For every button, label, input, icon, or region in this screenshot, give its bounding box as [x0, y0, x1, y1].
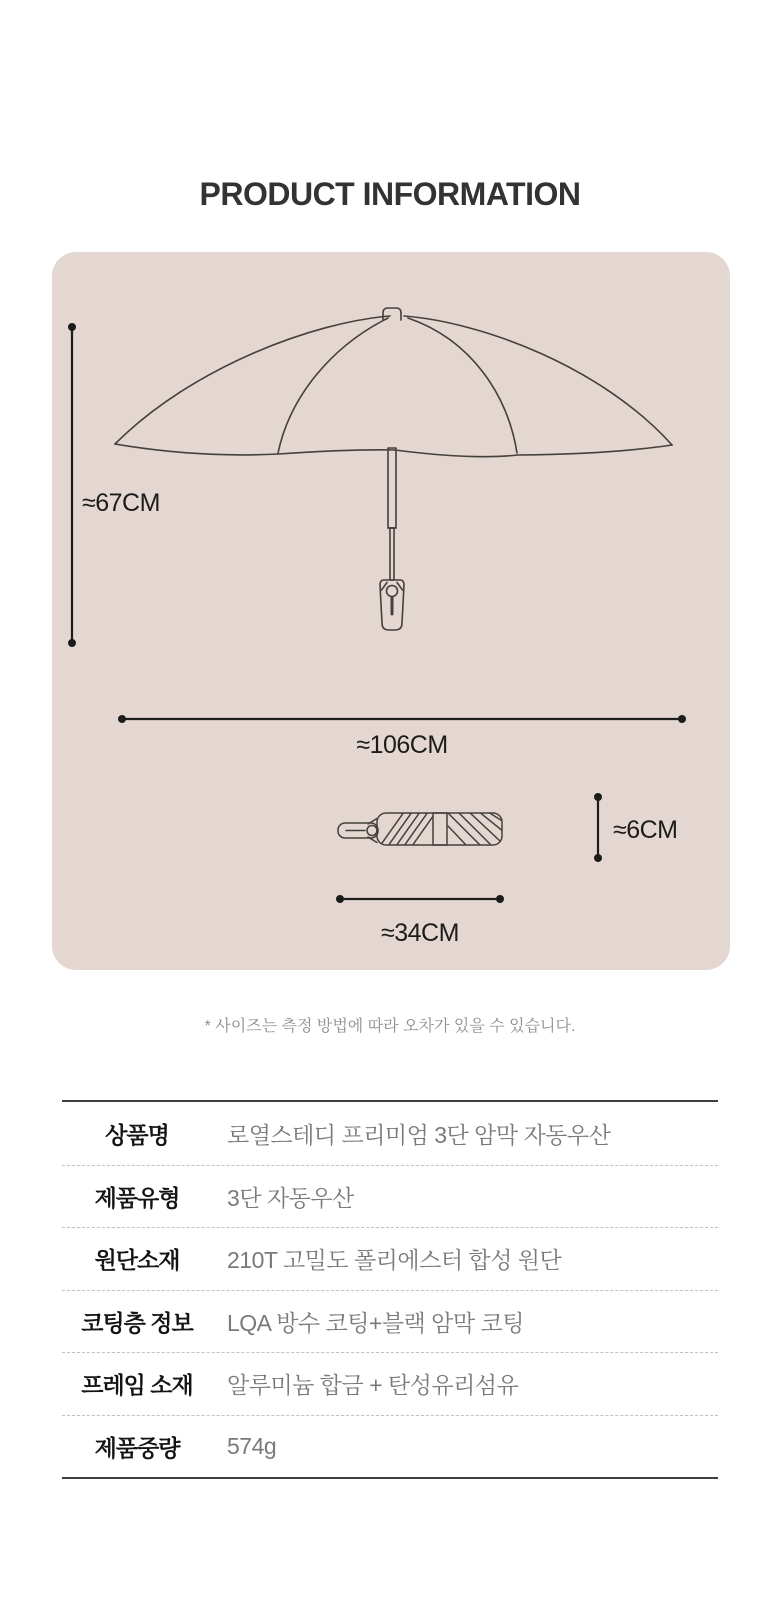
page-title: PRODUCT INFORMATION — [199, 176, 581, 212]
folded-diameter-dimension — [594, 793, 602, 862]
dimension-lines — [68, 323, 686, 903]
table-row — [62, 1352, 718, 1415]
umbrella-dimensions-illustration — [52, 252, 730, 970]
table-row — [62, 1165, 718, 1228]
spec-value: 알루미늄 합금 + 탄성유리섬유 — [227, 1372, 519, 1399]
spec-value: 574g — [227, 1432, 277, 1459]
spec-value: 3단 자동우산 — [227, 1184, 354, 1211]
spec-label: 제품중량 — [94, 1434, 180, 1461]
canopy-left-edge — [115, 316, 390, 444]
spec-label: 코팅층 정보 — [81, 1309, 193, 1336]
open-umbrella-illustration — [115, 308, 672, 630]
spec-value: LQA 방수 코팅+블랙 암막 코팅 — [227, 1309, 524, 1336]
umbrella-shaft-lower — [390, 528, 394, 580]
folded-length-dimension — [336, 895, 504, 903]
handle-button — [387, 586, 398, 597]
table-row — [62, 1102, 718, 1165]
open-spread-label: ≈106CM — [356, 731, 448, 759]
size-disclaimer-note: * 사이즈는 측정 방법에 따라 오차가 있을 수 있습니다. — [204, 1018, 576, 1035]
table-row — [62, 1415, 718, 1478]
product-spec-table — [62, 1100, 718, 1479]
spec-label: 프레임 소재 — [81, 1372, 193, 1399]
spec-value: 로열스테디 프리미엄 3단 암막 자동우산 — [227, 1121, 611, 1148]
table-row — [62, 1290, 718, 1353]
canopy-bottom-edge — [115, 444, 672, 457]
open-height-label: ≈67CM — [82, 489, 160, 517]
folded-umbrella-illustration — [338, 811, 504, 846]
spec-value: 210T 고밀도 폴리에스터 합성 원단 — [227, 1247, 562, 1274]
umbrella-tip-cap — [383, 308, 401, 320]
umbrella-diagram-card — [52, 252, 730, 970]
spec-label: 상품명 — [105, 1121, 169, 1148]
umbrella-shaft-upper — [388, 448, 396, 528]
spec-label: 원단소재 — [94, 1247, 180, 1274]
folded-strap-band — [433, 813, 447, 845]
open-spread-dimension — [118, 715, 686, 723]
folded-handle-button — [367, 826, 377, 836]
folded-diameter-label: ≈6CM — [613, 816, 678, 844]
canopy-left-rib — [278, 318, 388, 453]
table-row — [62, 1227, 718, 1290]
folded-length-label: ≈34CM — [381, 919, 459, 947]
spec-label: 제품유형 — [94, 1184, 180, 1211]
open-height-dimension — [68, 323, 76, 647]
